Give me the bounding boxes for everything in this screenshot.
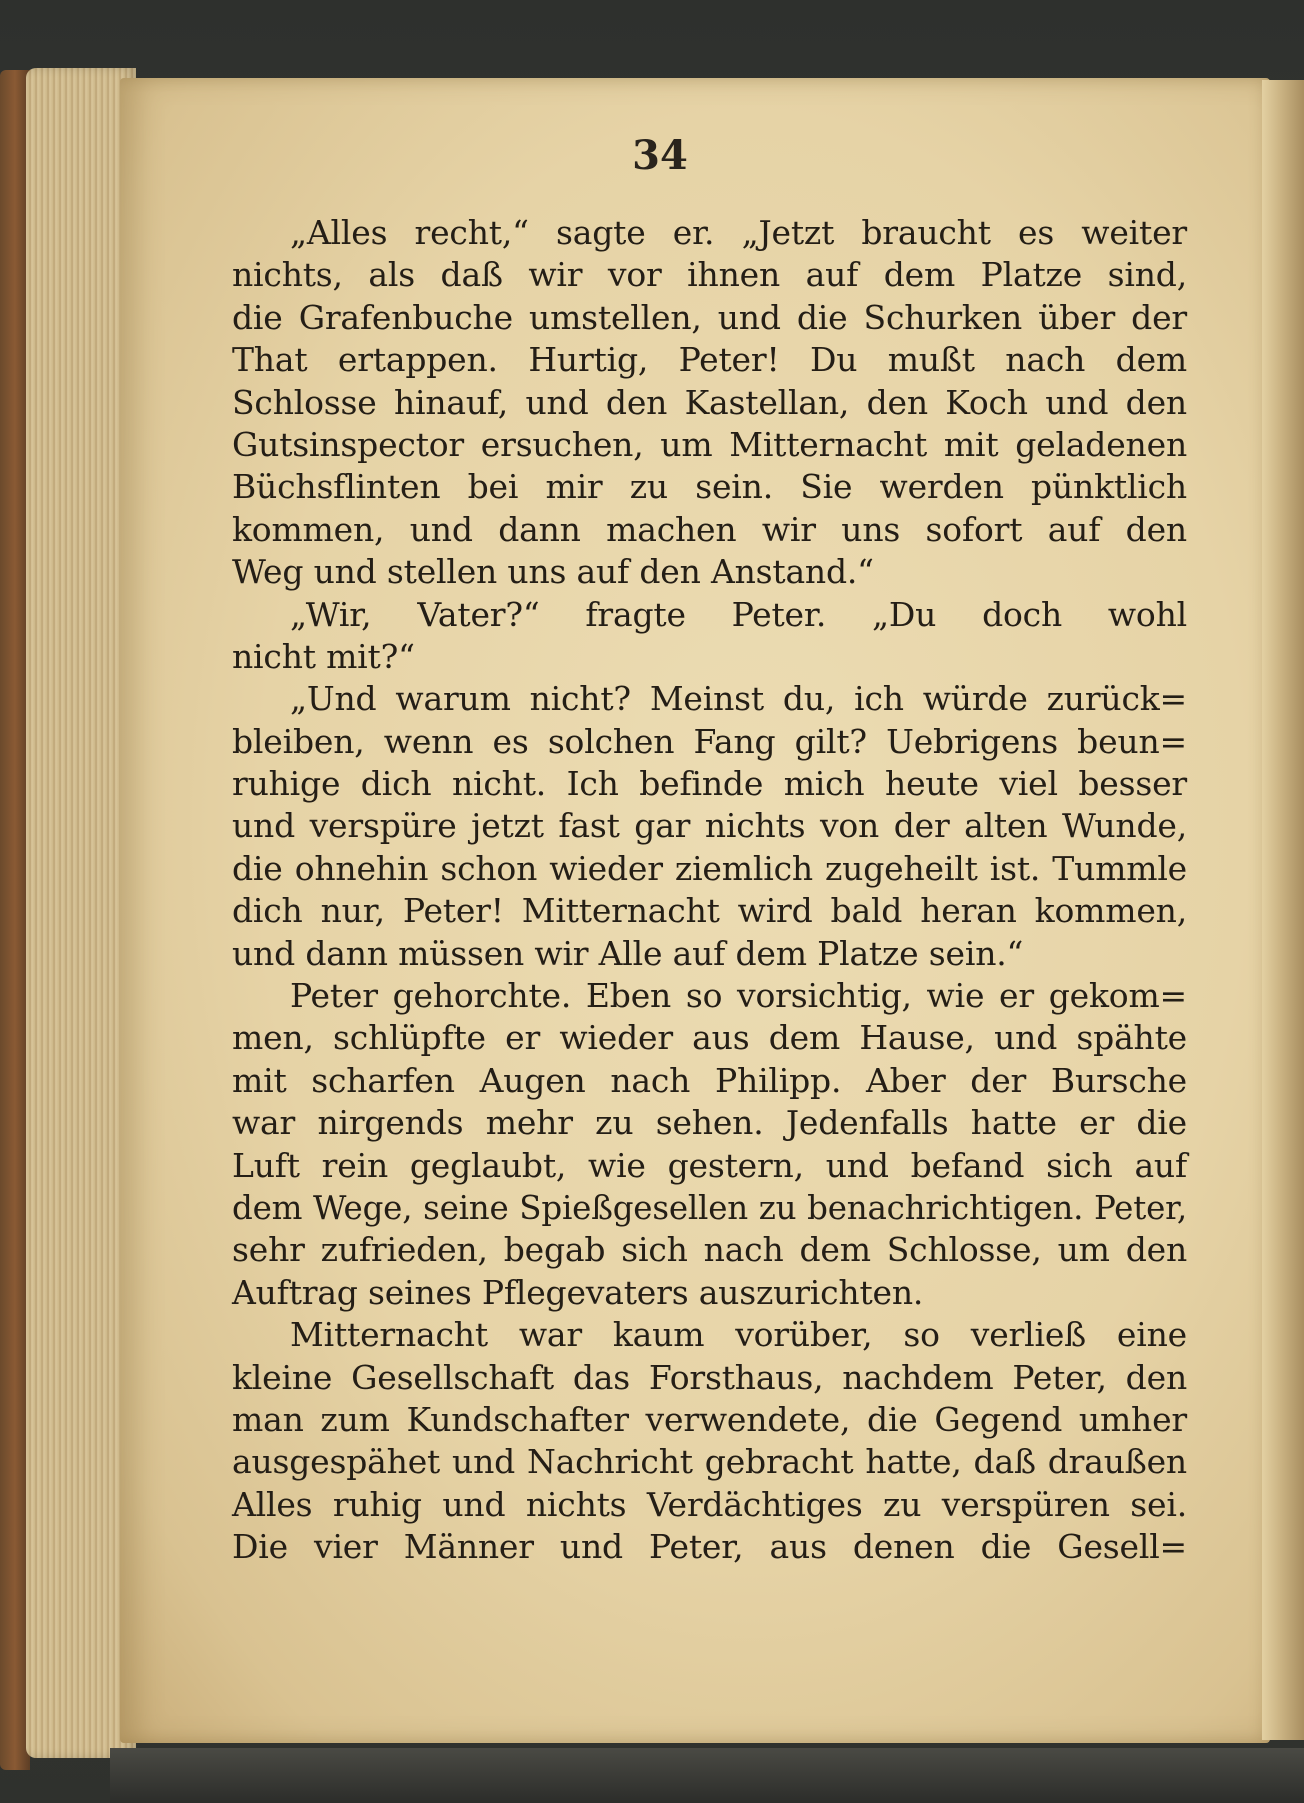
text-line: dich nur, Peter! Mitternacht wird bald heran kommen,	[232, 891, 1187, 931]
text-line: Alles ruhig und nichts Verdächtiges zu verspüren sei.	[232, 1484, 1187, 1524]
text-line: die Grafenbuche umstellen, und die Schurken über der	[232, 297, 1187, 337]
text-line: sehr zufrieden, begab sich nach dem Schlosse, um den	[232, 1230, 1187, 1270]
text-line: men, schlüpfte er wieder aus dem Hause, und spähte	[232, 1018, 1187, 1058]
text-line: und dann müssen wir Alle auf dem Platze sein.“	[232, 933, 1024, 973]
text-line: Auftrag seines Pflegevaters auszurichten.	[232, 1272, 924, 1312]
page-number: 34	[632, 132, 688, 179]
text-line: nicht mit?“	[232, 636, 415, 676]
text-line: bleiben, wenn es solchen Fang gilt? Uebrigens beun=	[232, 721, 1187, 761]
text-line: mit scharfen Augen nach Philipp. Aber der Bursche	[232, 1060, 1187, 1100]
text-line: Gutsinspector ersuchen, um Mitternacht mit geladenen	[232, 424, 1187, 464]
text-line: Weg und stellen uns auf den Anstand.“	[232, 552, 874, 592]
text-line: ruhige dich nicht. Ich befinde mich heute viel besser	[232, 764, 1187, 804]
text-line: Die vier Männer und Peter, aus denen die Gesell=	[232, 1527, 1187, 1567]
body-text	[232, 212, 1187, 1569]
text-line: „Wir, Vater?“ fragte Peter. „Du doch wohl	[290, 594, 1187, 634]
text-line: dem Wege, seine Spießgesellen zu benachrichtigen. Peter,	[232, 1188, 1187, 1227]
text-line: Büchsflinten bei mir zu sein. Sie werden pünktlich	[232, 467, 1187, 507]
text-line: war nirgends mehr zu sehen. Jedenfalls hatte er die	[232, 1103, 1187, 1143]
text-line: Luft rein geglaubt, wie gestern, und befand sich auf	[232, 1145, 1187, 1185]
text-line: ausgespähet und Nachricht gebracht hatte, daß draußen	[232, 1442, 1187, 1482]
text-line: „Und warum nicht? Meinst du, ich würde zurück=	[290, 679, 1187, 719]
page-gutter	[1262, 80, 1304, 1740]
text-line: nichts, als daß wir vor ihnen auf dem Platze sind,	[232, 255, 1187, 295]
text-line: und verspüre jetzt fast gar nichts von der alten Wunde,	[232, 806, 1187, 846]
text-line: Peter gehorchte. Eben so vorsichtig, wie er gekom=	[290, 976, 1187, 1016]
text-line: kleine Gesellschaft das Forsthaus, nachdem Peter, den	[232, 1357, 1187, 1397]
text-line: man zum Kundschafter verwendete, die Gegend umher	[232, 1399, 1187, 1439]
text-line: kommen, und dann machen wir uns sofort auf den	[232, 509, 1187, 549]
text-line: Mitternacht war kaum vorüber, so verließ eine	[290, 1315, 1187, 1355]
text-line: „Alles recht,“ sagte er. „Jetzt braucht es weiter	[290, 213, 1187, 252]
text-line: Schlosse hinauf, und den Kastellan, den Koch und den	[232, 382, 1187, 422]
book-spine-band	[110, 1748, 1304, 1803]
text-line: That ertappen. Hurtig, Peter! Du mußt nach dem	[232, 340, 1187, 380]
text-line: die ohnehin schon wieder ziemlich zugeheilt ist. Tummle	[232, 848, 1187, 888]
